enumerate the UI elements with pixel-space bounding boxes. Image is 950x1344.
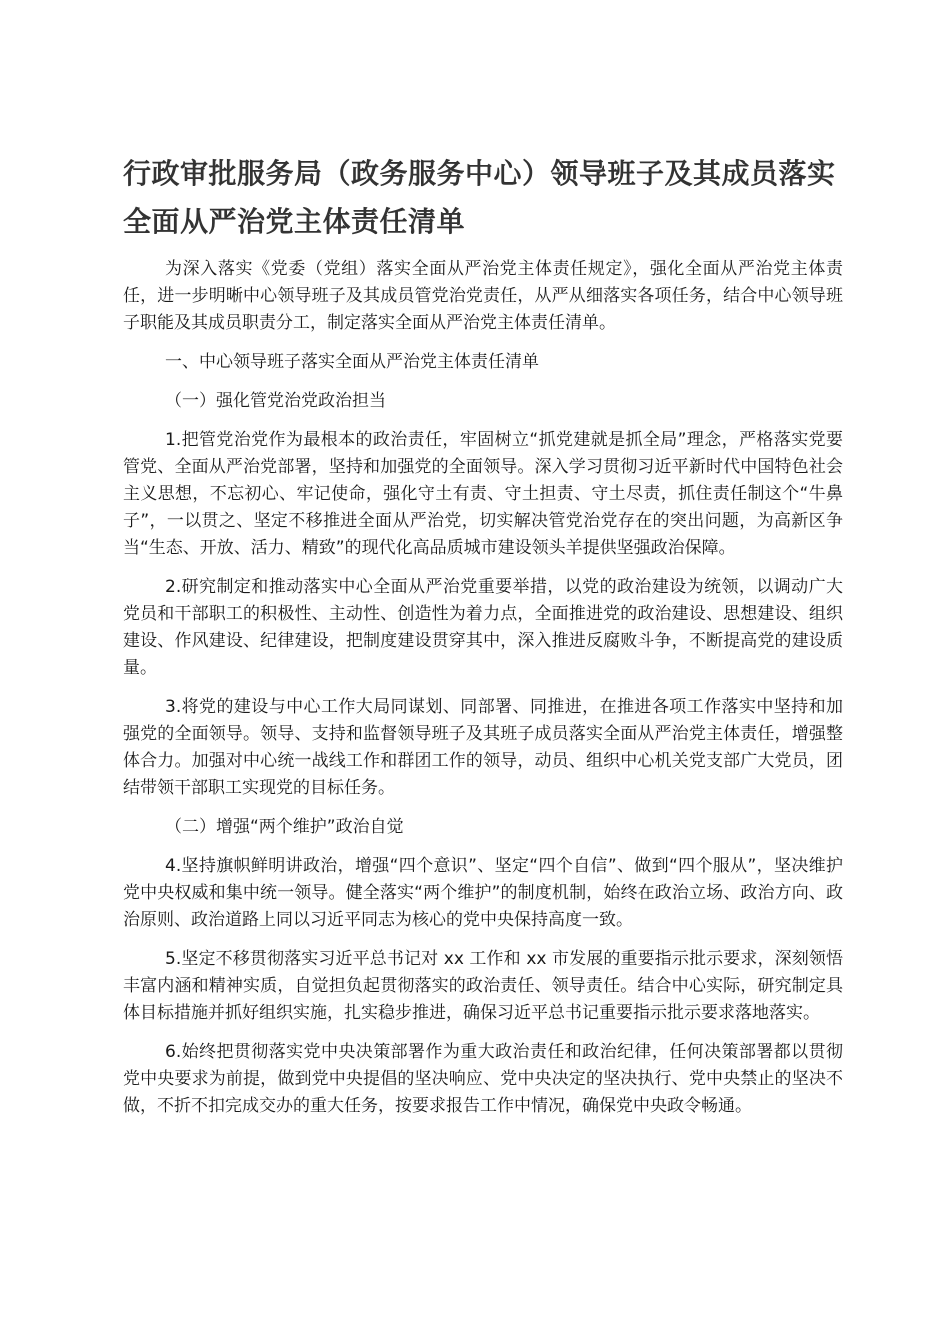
list-item: 5.坚定不移贯彻落实习近平总书记对 xx 工作和 xx 市发展的重要指示批示要求，深刻领悟丰富内涵和精神实质，自觉担负起贯彻落实的政治责任、领导责任。结合中心实际，研究制定具体目标措施并抓好组织实施，扎实稳步推进，确保习近平总书记重要指示批示要求落地落实。 <box>123 949 843 1023</box>
list-item: 1.把管党治党作为最根本的政治责任，牢固树立“抓党建就是抓全局”理念，严格落实党要管党、全面从严治党部署，坚持和加强党的全面领导。深入学习贯彻习近平新时代中国特色社会主义思想，不忘初心、牢记使命，强化守土有责、守土担责、守土尽责，抓住责任制这个“牛鼻子”，一以贯之、坚定不移推进全面从严治党，切实解决管党治党存在的突出问题，为高新区争当“生态、开放、活力、精致”的现代化高品质城市建设领头羊提供坚强政治保障。 <box>123 430 843 558</box>
list-item: 3.将党的建设与中心工作大局同谋划、同部署、同推进，在推进各项工作落实中坚持和加强党的全面领导。领导、支持和监督领导班子及其班子成员落实全面从严治党主体责任，增强整体合力。加强对中心统一战线工作和群团工作的领导，动员、组织中心机关党支部广大党员，团结带领干部职工实现党的目标任务。 <box>123 697 843 798</box>
document-title: 行政审批服务局（政务服务中心）领导班子及其成员落实全面从严治党主体责任清单 <box>123 157 836 238</box>
list-item: 4.坚持旗帜鲜明讲政治，增强“四个意识”、坚定“四个自信”、做到“四个服从”，坚决维护党中央权威和集中统一领导。健全落实“两个维护”的制度机制，始终在政治立场、政治方向、政治原则、政治道路上同以习近平同志为核心的党中央保持高度一致。 <box>123 856 843 930</box>
subsection-heading: （一）强化管党治党政治担当 <box>165 391 386 411</box>
intro-paragraph: 为深入落实《党委（党组）落实全面从严治党主体责任规定》，强化全面从严治党主体责任，进一步明晰中心领导班子及其成员管党治党责任，从严从细落实各项任务，结合中心领导班子职能及其成员职责分工，制定落实全面从严治党主体责任清单。 <box>123 259 843 333</box>
list-item: 2.研究制定和推动落实中心全面从严治党重要举措，以党的政治建设为统领，以调动广大党员和干部职工的积极性、主动性、创造性为着力点，全面推进党的政治建设、思想建设、组织建设、作风建设、纪律建设，把制度建设贯穿其中，深入推进反腐败斗争，不断提高党的建设质量。 <box>123 577 843 678</box>
document-page <box>123 150 843 1132</box>
section-heading: 一、中心领导班子落实全面从严治党主体责任清单 <box>165 352 539 372</box>
subsection-heading: （二）增强“两个维护”政治自觉 <box>165 817 404 837</box>
list-item: 6.始终把贯彻落实党中央决策部署作为重大政治责任和政治纪律，任何决策部署都以贯彻党中央要求为前提，做到党中央提倡的坚决响应、党中央决定的坚决执行、党中央禁止的坚决不做，不折不扣完成交办的重大任务，按要求报告工作中情况，确保党中央政令畅通。 <box>123 1042 843 1116</box>
